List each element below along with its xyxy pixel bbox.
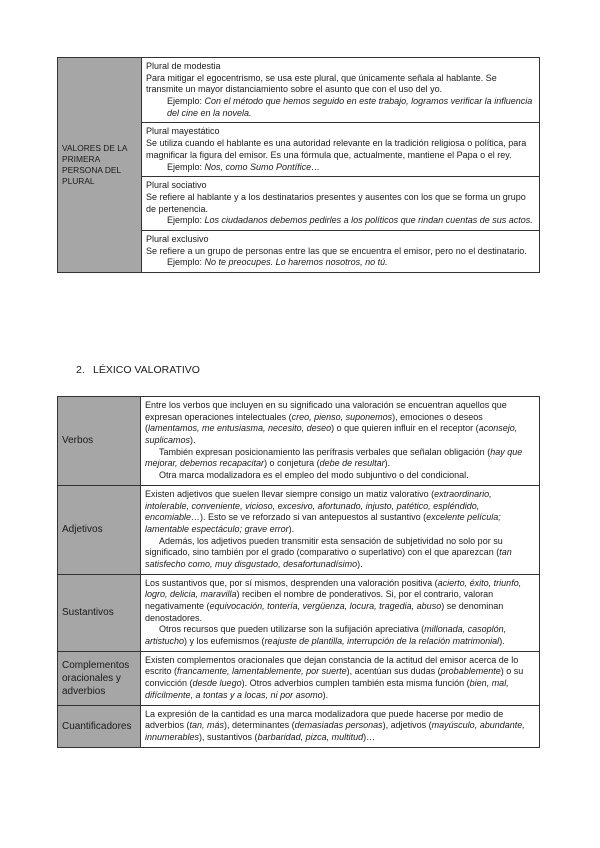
table-cell-plural-exclusivo bbox=[142, 230, 540, 272]
row-label-complementos: Complementos oracionales y adverbios bbox=[58, 651, 141, 705]
cell-verbos bbox=[141, 397, 540, 486]
verbos-paragraph-2: También expresan posicionamiento las perífrasis verbales que señalan obligación (hay que mejorar, debemos recapacitar) o conjetura (debe de resultar). bbox=[145, 446, 523, 469]
section-heading bbox=[76, 364, 200, 376]
cell-text: Se refiere al hablante y a los destinatarios presentes y ausentes con los que se forma un grupo de pertenencia. bbox=[146, 191, 526, 214]
cell-title: Plural mayestático bbox=[146, 126, 220, 137]
section-title: LÉXICO VALORATIVO bbox=[93, 364, 200, 376]
cell-title: Plural sociativo bbox=[146, 180, 207, 191]
adjetivos-paragraph-2: Además, los adjetivos pueden transmitir esta sensación de subjetividad no solo por su significado, sino también por el grado (comparativo o superlativo) con el que aparezcan (tan satisfecho como, muy disgustado, desafortunadísimo). bbox=[145, 535, 512, 569]
verbos-paragraph-3: Otra marca modalizadora es el empleo del modo subjuntivo o del condicional. bbox=[159, 470, 469, 481]
cell-example: Ejemplo: Con el método que hemos seguido en este trabajo, logramos verificar la influencia del cine en la novela. bbox=[167, 96, 533, 118]
cell-title: Plural exclusivo bbox=[146, 233, 209, 244]
sustantivos-paragraph-1: Los sustantivos que, por sí mismos, desprenden una valoración positiva (acierto, éxito, triunfo, logro, delicia, maravilla) reciben el nombre de ponderativos. Si, por el contrario, valoran negativamente (equivocación, tontería, vergüenza, locura, tragedia, abuso) se denominan denostadores. bbox=[145, 577, 522, 623]
lexico-valorativo-table bbox=[57, 396, 540, 748]
cell-title: Plural de modestia bbox=[146, 61, 221, 71]
cuantificadores-paragraph-1: La expresión de la cantidad es una marca modalizadora que puede hacerse por medio de adverbios (tan, más), determinantes (demasiadas personas), adjetivos (mayúsculo, abundante, innumerables), sustantivos (barbaridad, pizca, multitud)… bbox=[145, 708, 525, 742]
persona-plural-table bbox=[57, 57, 540, 273]
row-label-sustantivos: Sustantivos bbox=[58, 574, 141, 651]
cell-complementos bbox=[141, 651, 540, 705]
cell-example: Ejemplo: No te preocupes. Lo haremos nosotros, no tú. bbox=[167, 257, 388, 268]
cell-cuantificadores bbox=[141, 705, 540, 747]
cell-text: Se utiliza cuando el hablante es una autoridad relevante en la tradición religiosa o política, para magnificar la figura del emisor. Es una fórmula que, actualmente, mantiene el Papa o el rey. bbox=[146, 138, 527, 160]
cell-text: Se refiere a un grupo de personas entre las que se encuentra el emisor, pero no el destinatario. bbox=[146, 245, 527, 256]
verbos-paragraph-1: Entre los verbos que incluyen en su significado una valoración se encuentran aquellos que expresan operaciones intelectuales (creo, pienso, suponemos), emociones o deseos (lamentamos, me entusiasma, necesito, deseo) o que quieren influir en el receptor (aconsejo, suplicamos). bbox=[145, 400, 518, 446]
row-label-adjetivos: Adjetivos bbox=[58, 485, 141, 574]
table-cell-plural-mayestatico bbox=[142, 123, 540, 177]
adjetivos-paragraph-1: Existen adjetivos que suelen llevar siempre consigo un matiz valorativo (extraordinario, intolerable, conveniente, vicioso, excesivo, afortunado, injusto, patético, espléndido, encomiable…). Esto se ve reforzado si van antepuestos al sustantivo (excelente película; lamentable espectáculo; grave error). bbox=[145, 488, 501, 534]
table-cell-plural-sociativo bbox=[142, 177, 540, 231]
cell-sustantivos bbox=[141, 574, 540, 651]
cell-adjetivos bbox=[141, 485, 540, 574]
section-number: 2. bbox=[76, 364, 85, 376]
table-row-header: VALORES DE LA PRIMERA PERSONA DEL PLURAL bbox=[58, 58, 142, 273]
row-label-verbos: Verbos bbox=[58, 397, 141, 486]
cell-example: Ejemplo: Nos, como Sumo Pontífice… bbox=[167, 161, 321, 172]
cell-example: Ejemplo: Los ciudadanos debemos pedirles a los políticos que rindan cuentas de sus actos. bbox=[167, 215, 533, 226]
sustantivos-paragraph-2: Otros recursos que pueden utilizarse son la sufijación apreciativa (millonada, casoplón, artistucho) y los eufemismos (reajuste de plantilla, interrupción de la relación matrimonial). bbox=[145, 624, 507, 647]
table-cell-plural-modestia bbox=[142, 58, 540, 123]
row-label-cuantificadores: Cuantificadores bbox=[58, 705, 141, 747]
complementos-paragraph-1: Existen complementos oracionales que dejan constancia de la actitud del emisor acerca de lo escrito (francamente, lamentablemente, por suerte), acentúan sus dudas (probablemente) o su convicción (desde luego). Otros adverbios cumplen también esta misma función (bien, mal, difícilmente, a tontas y a locas, ni por asomo). bbox=[145, 654, 524, 700]
cell-text: Para mitigar el egocentrismo, se usa este plural, que únicamente señala al hablante. Se transmite un mayor distanciamiento sobre el asunto que con el uso del yo. bbox=[146, 72, 497, 95]
